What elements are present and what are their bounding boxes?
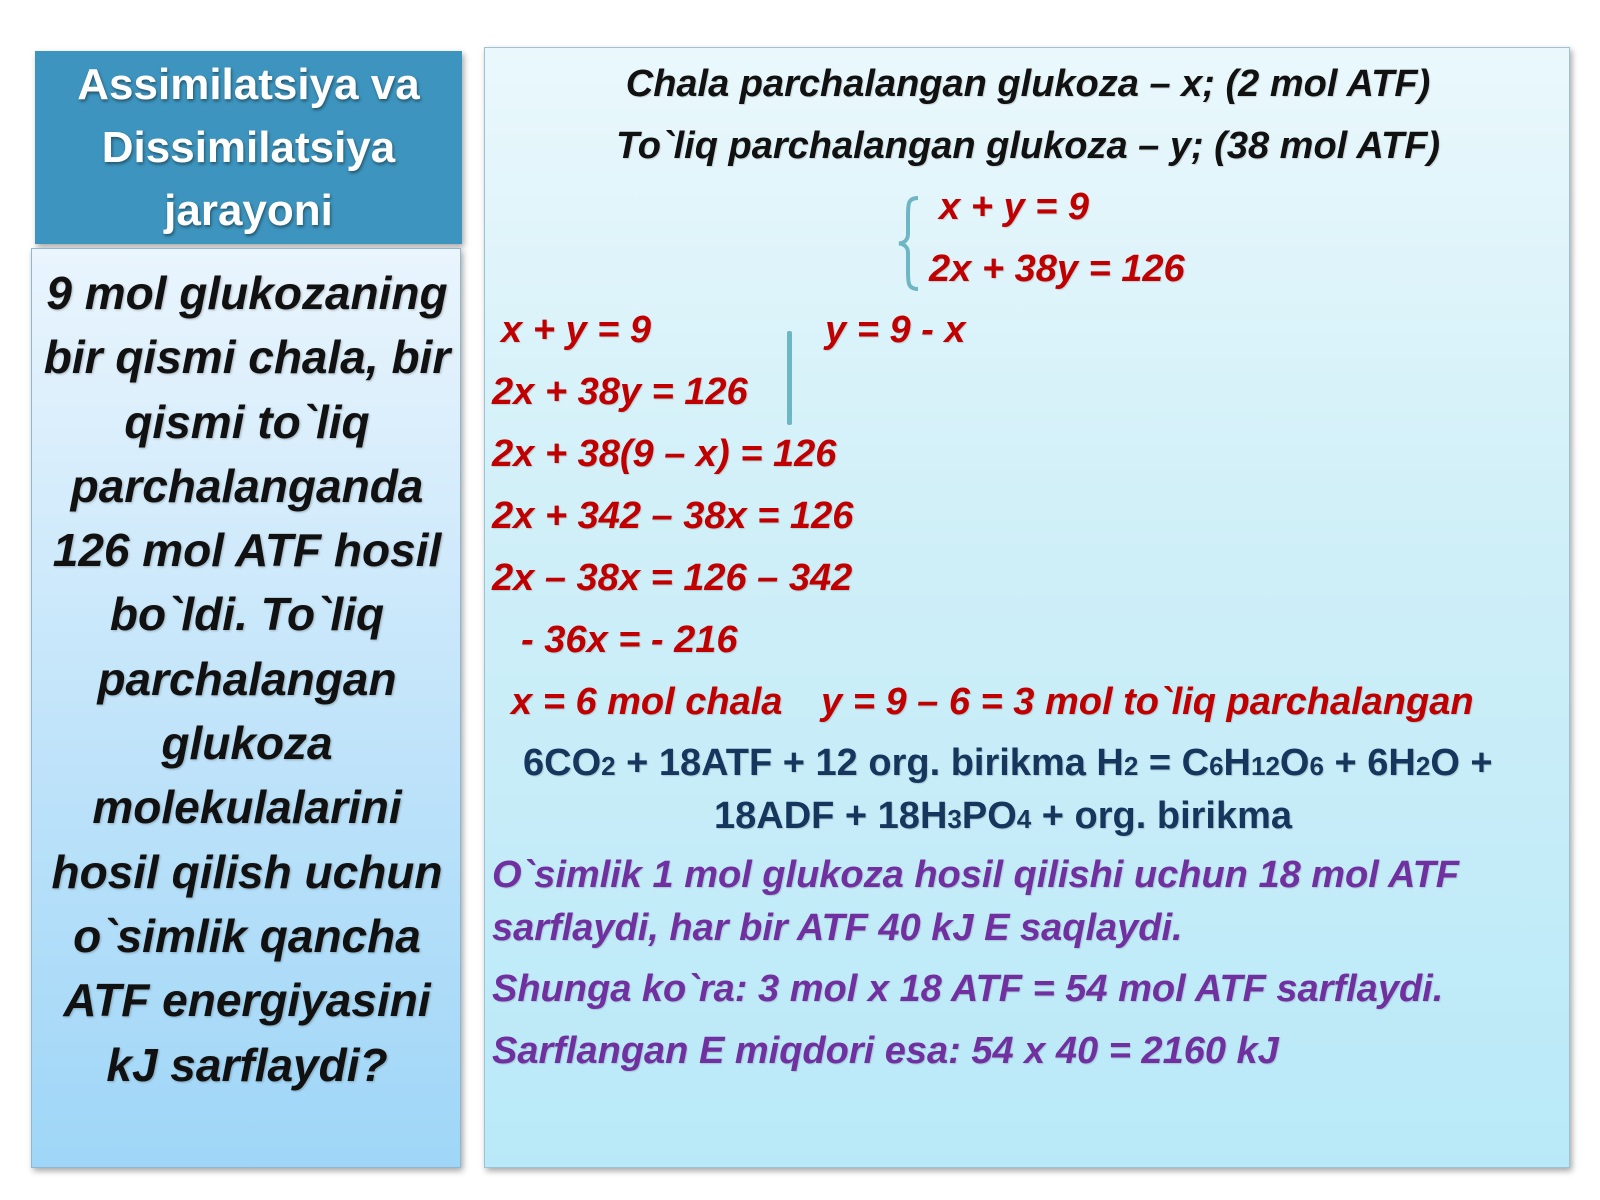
photosynthesis-equation-line-2: 18ADF + 18H3PO4 + org. birikma	[714, 795, 1293, 837]
question-box	[31, 248, 461, 1168]
explanation-line-1: O`simlik 1 mol glukoza hosil qilishi uchun 18 mol ATF	[492, 854, 1460, 896]
system-equation-2: 2x + 38y = 126	[929, 248, 1185, 290]
definition-y: To`liq parchalangan glukoza – y; (38 mol ATF)	[615, 125, 1441, 167]
step-collect: 2x – 38x = 126 – 342	[492, 557, 853, 599]
y-expression: y = 9 - x	[825, 309, 966, 351]
slide-title: Assimilatsiya va Dissimilatsiya jarayoni	[77, 60, 420, 235]
system-equation-1: x + y = 9	[939, 186, 1090, 228]
title-box	[35, 51, 462, 244]
y-result: y = 9 – 6 = 3 mol to`liq parchalangan	[821, 681, 1474, 723]
step-equation-1: x + y = 9	[501, 309, 652, 351]
explanation-line-2: sarflaydi, har bir ATF 40 kJ E saqlaydi.	[492, 907, 1183, 949]
photosynthesis-equation-line-1: 6CO2 + 18ATF + 12 org. birikma H2 = C6H12O6 + 6H2O +	[523, 742, 1493, 784]
step-expand: 2x + 342 – 38x = 126	[492, 495, 854, 537]
solution-box	[484, 47, 1570, 1168]
step-simplify: - 36x = - 216	[521, 619, 738, 661]
x-result: x = 6 mol chala	[511, 681, 783, 723]
definition-x: Chala parchalangan glukoza – x; (2 mol ATF)	[625, 63, 1431, 105]
atf-calculation: Shunga ko`ra: 3 mol x 18 ATF = 54 mol ATF sarflaydi.	[492, 968, 1444, 1010]
problem-statement: 9 mol glukozaning bir qismi chala, bir qismi to`liq parchalanganda 126 mol ATF hosil bo`ldi. To`liq parchalangan glukoza molekulalarini hosil qilish uchun o`simlik qancha ATF energiyasini kJ sarflaydi?	[43, 267, 451, 1091]
energy-calculation: Sarflangan E miqdori esa: 54 x 40 = 2160 kJ	[492, 1030, 1279, 1072]
step-substitution: 2x + 38(9 – x) = 126	[492, 433, 837, 475]
separator-bar	[787, 331, 792, 425]
step-equation-2: 2x + 38y = 126	[492, 371, 748, 413]
system-brace-icon	[898, 196, 920, 291]
